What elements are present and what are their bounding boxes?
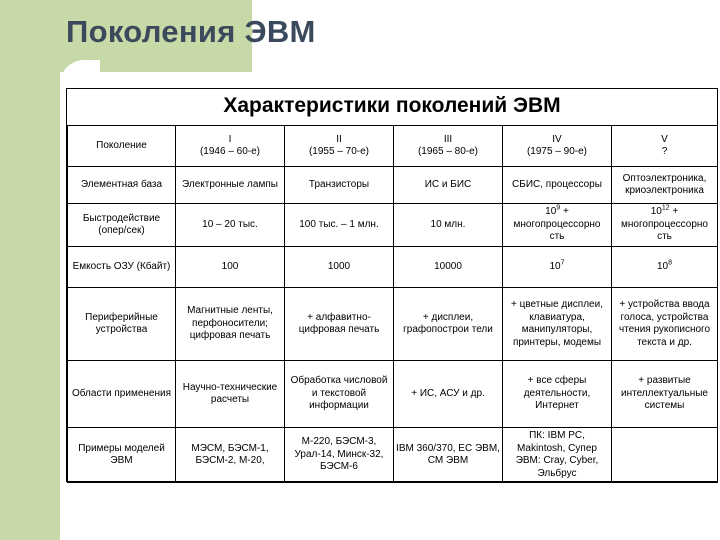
cell-base-gen-1: Электронные лампы (176, 167, 285, 204)
cell-speed-gen-1: 10 – 20 тыс. (176, 204, 285, 247)
cell-base-gen-2: Транзисторы (285, 167, 394, 204)
cell-ram-gen-1: 100 (176, 247, 285, 288)
cell-models-gen-2: М-220, БЭСМ-3, Урал-14, Минск-32, БЭСМ-6 (285, 428, 394, 483)
cell-models-gen-3: IBM 360/370, ЕС ЭВМ, СМ ЭВМ (394, 428, 503, 483)
header-gen-1: I (1946 – 60-е) (176, 126, 285, 167)
cell-models-gen-5 (612, 428, 718, 483)
row-label-generation: Поколение (68, 126, 176, 167)
header-gen-5: V ? (612, 126, 718, 167)
cell-apps-gen-3: + ИС, АСУ и др. (394, 361, 503, 428)
cell-ram-gen-2: 1000 (285, 247, 394, 288)
cell-apps-gen-5: + развитые интеллектуальные системы (612, 361, 718, 428)
table-row-peripherals (68, 288, 718, 361)
generations-table (67, 125, 718, 483)
table-row-applications (68, 361, 718, 428)
cell-periph-gen-2: + алфавитно-цифровая печать (285, 288, 394, 361)
table-row-header (68, 126, 718, 167)
header-gen-4: IV (1975 – 90-е) (503, 126, 612, 167)
table-row-element-base (68, 167, 718, 204)
header-gen-2: II (1955 – 70-е) (285, 126, 394, 167)
table-row-models (68, 428, 718, 483)
row-label-speed: Быстродействие (опер/сек) (68, 204, 176, 247)
row-label-ram: Емкость ОЗУ (Кбайт) (68, 247, 176, 288)
cell-speed-gen-2: 100 тыс. – 1 млн. (285, 204, 394, 247)
row-label-applications: Области применения (68, 361, 176, 428)
cell-periph-gen-3: + дисплеи, графопострои тели (394, 288, 503, 361)
cell-apps-gen-2: Обработка числовой и текстовой информации (285, 361, 394, 428)
table-title: Характеристики поколений ЭВМ (223, 94, 561, 117)
cell-ram-gen-3: 10000 (394, 247, 503, 288)
header-gen-3: III (1965 – 80-е) (394, 126, 503, 167)
left-accent-strip (0, 72, 60, 540)
cell-base-gen-4: СБИС, процессоры (503, 167, 612, 204)
table-row-speed (68, 204, 718, 247)
cell-base-gen-5: Оптоэлектроника, криоэлектроника (612, 167, 718, 204)
cell-models-gen-1: МЭСМ, БЭСМ-1, БЭСМ-2, М-20, (176, 428, 285, 483)
cell-periph-gen-1: Магнитные ленты, перфоносители; цифровая печать (176, 288, 285, 361)
cell-periph-gen-4: + цветные дисплеи, клавиатура, манипуляторы, принтеры, модемы (503, 288, 612, 361)
table-row-ram (68, 247, 718, 288)
row-label-models: Примеры моделей ЭВМ (68, 428, 176, 483)
cell-speed-gen-4: $10^9$ + многопроцессорно сть (503, 204, 612, 247)
cell-apps-gen-4: + все сферы деятельности, Интернет (503, 361, 612, 428)
row-label-element-base: Элементная база (68, 167, 176, 204)
cell-apps-gen-1: Научно-технические расчеты (176, 361, 285, 428)
slide-title: Поколения ЭВМ (66, 14, 316, 49)
cell-ram-gen-4: $10^7$ (503, 247, 612, 288)
cell-models-gen-4: ПК: IBM PC, Makintosh, Супер ЭВМ: Cray, Cyber, Эльбрус (503, 428, 612, 483)
cell-speed-gen-3: 10 млн. (394, 204, 503, 247)
cell-ram-gen-5: $10^8$ (612, 247, 718, 288)
row-label-peripherals: Периферийные устройства (68, 288, 176, 361)
cell-base-gen-3: ИС и БИС (394, 167, 503, 204)
cell-speed-gen-5: $10^{12}$ + многопроцессорно сть (612, 204, 718, 247)
cell-periph-gen-5: + устройства ввода голоса, устройства чтения рукописного текста и др. (612, 288, 718, 361)
